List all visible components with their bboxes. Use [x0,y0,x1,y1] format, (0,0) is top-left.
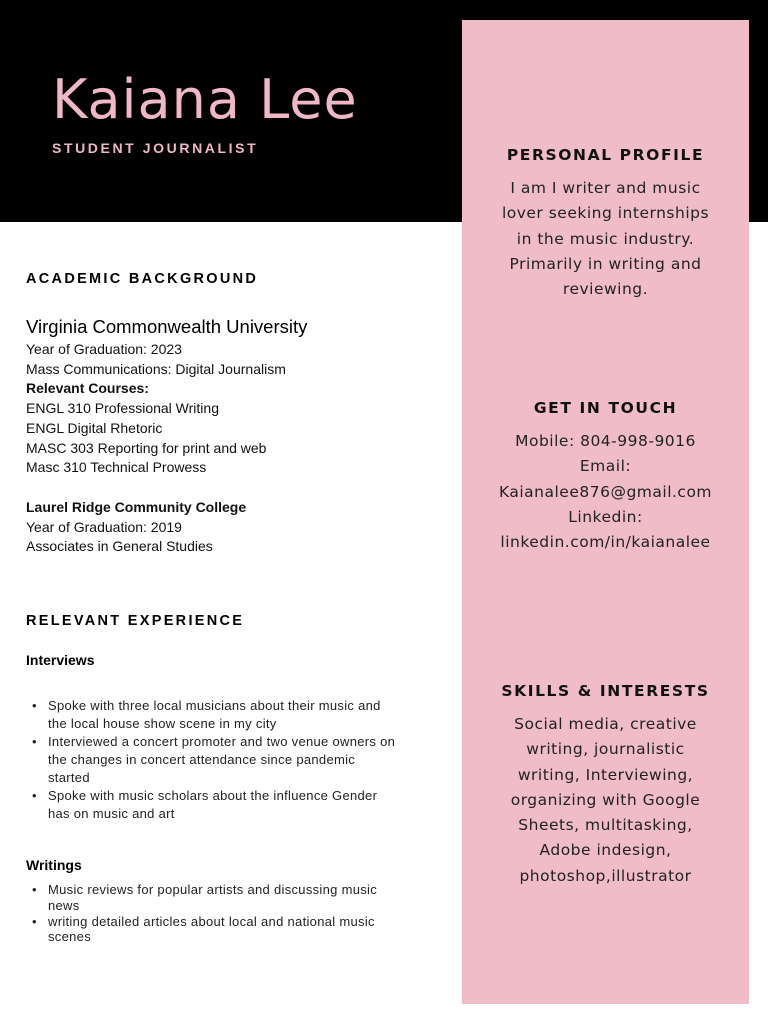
profile-line: lover seeking internships [501,204,710,223]
school-laurel-ridge [26,498,446,557]
skills-line: Sheets, multitasking, [518,816,693,835]
skills-line: photoshop,illustrator [519,866,692,885]
skills-line: Adobe indesign, [539,841,672,860]
experience-heading: RELEVANT EXPERIENCE [26,613,245,629]
school-detail: Mass Communications: Digital Journalism [26,360,286,377]
interviews-list [26,697,396,823]
list-item: • Spoke with three local musicians about their music and the local house show scene in my city [26,697,396,733]
school-name: Virginia Commonwealth University [26,316,308,337]
candidate-title: STUDENT JOURNALIST [52,140,259,156]
list-item: • writing detailed articles about local and national music scenes [26,914,396,945]
list-item: • Interviewed a concert promoter and two venue owners on the changes in concert attendance since pandemic started [26,733,396,787]
profile-line: reviewing. [562,280,649,299]
school-vcu [26,314,446,478]
interviews-label: Interviews [26,652,95,668]
writings-label: Writings [26,857,82,873]
profile-line: Primarily in writing and [509,254,702,273]
contact-linkedin-label: Linkedin: [568,507,643,526]
profile-text [478,176,733,302]
school-detail: Associates in General Studies [26,538,213,555]
profile-heading: PERSONAL PROFILE [506,146,705,164]
contact-text [470,429,741,555]
skills-line: Social media, creative [514,715,697,733]
school-detail: Year of Graduation: 2019 [26,518,182,535]
courses-label: Relevant Courses: [26,380,149,397]
course-item: MASC 303 Reporting for print and web [26,439,267,456]
contact-phone: Mobile: 804-998-9016 [515,432,696,450]
profile-line: I am I writer and music [510,179,701,197]
contact-linkedin: linkedin.com/in/kaianalee [500,533,711,552]
school-detail: Year of Graduation: 2023 [26,341,182,357]
skills-line: writing, Interviewing, [517,765,694,784]
skills-line: organizing with Google [510,790,701,809]
academic-heading: ACADEMIC BACKGROUND [26,271,259,287]
writings-list [26,882,396,945]
list-item: • Music reviews for popular artists and discussing music news [26,882,396,913]
course-item: ENGL Digital Rhetoric [26,419,163,436]
course-item: Masc 310 Technical Prowess [26,459,207,476]
profile-line: in the music industry. [516,229,695,248]
contact-email-label: Email: [579,457,632,476]
contact-email: Kaianalee876@gmail.com [498,482,713,501]
skills-heading: SKILLS & INTERESTS [501,682,710,700]
skills-text [478,712,733,889]
contact-heading: GET IN TOUCH [533,399,678,417]
course-item: ENGL 310 Professional Writing [26,400,219,417]
skills-line: writing, journalistic [526,740,685,759]
school-name: Laurel Ridge Community College [26,499,247,515]
candidate-name: Kaiana Lee [52,68,358,131]
list-item: • Spoke with music scholars about the influence Gender has on music and art [26,787,396,823]
